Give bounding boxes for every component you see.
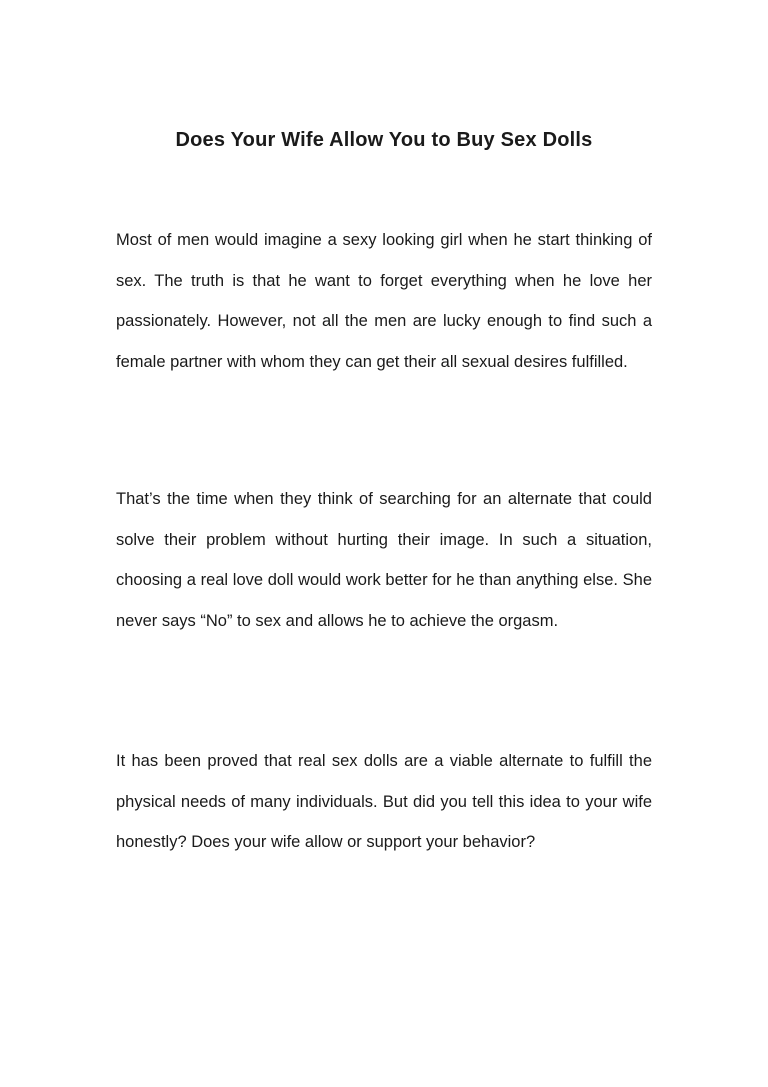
document-title: Does Your Wife Allow You to Buy Sex Dolls — [175, 129, 593, 151]
paragraph-2: That’s the time when they think of searching for an alternate that could solve their problem without hurting their image. In such a situation, choosing a real love doll would work better for he than anything else. She never says “No” to sex and allows he to achieve the orgasm. — [116, 490, 652, 630]
paragraph-3: It has been proved that real sex dolls are a viable alternate to fulfill the physical needs of many individuals. But did you tell this idea to your wife honestly? Does your wife allow or support your behavior? — [116, 752, 652, 852]
paragraph-1: Most of men would imagine a sexy looking girl when he start thinking of sex. The truth is that he want to forget everything when he love her passionately. However, not all the men are lucky enough to find such a female partner with whom they can get their all sexual desires fulfilled. — [116, 231, 652, 371]
